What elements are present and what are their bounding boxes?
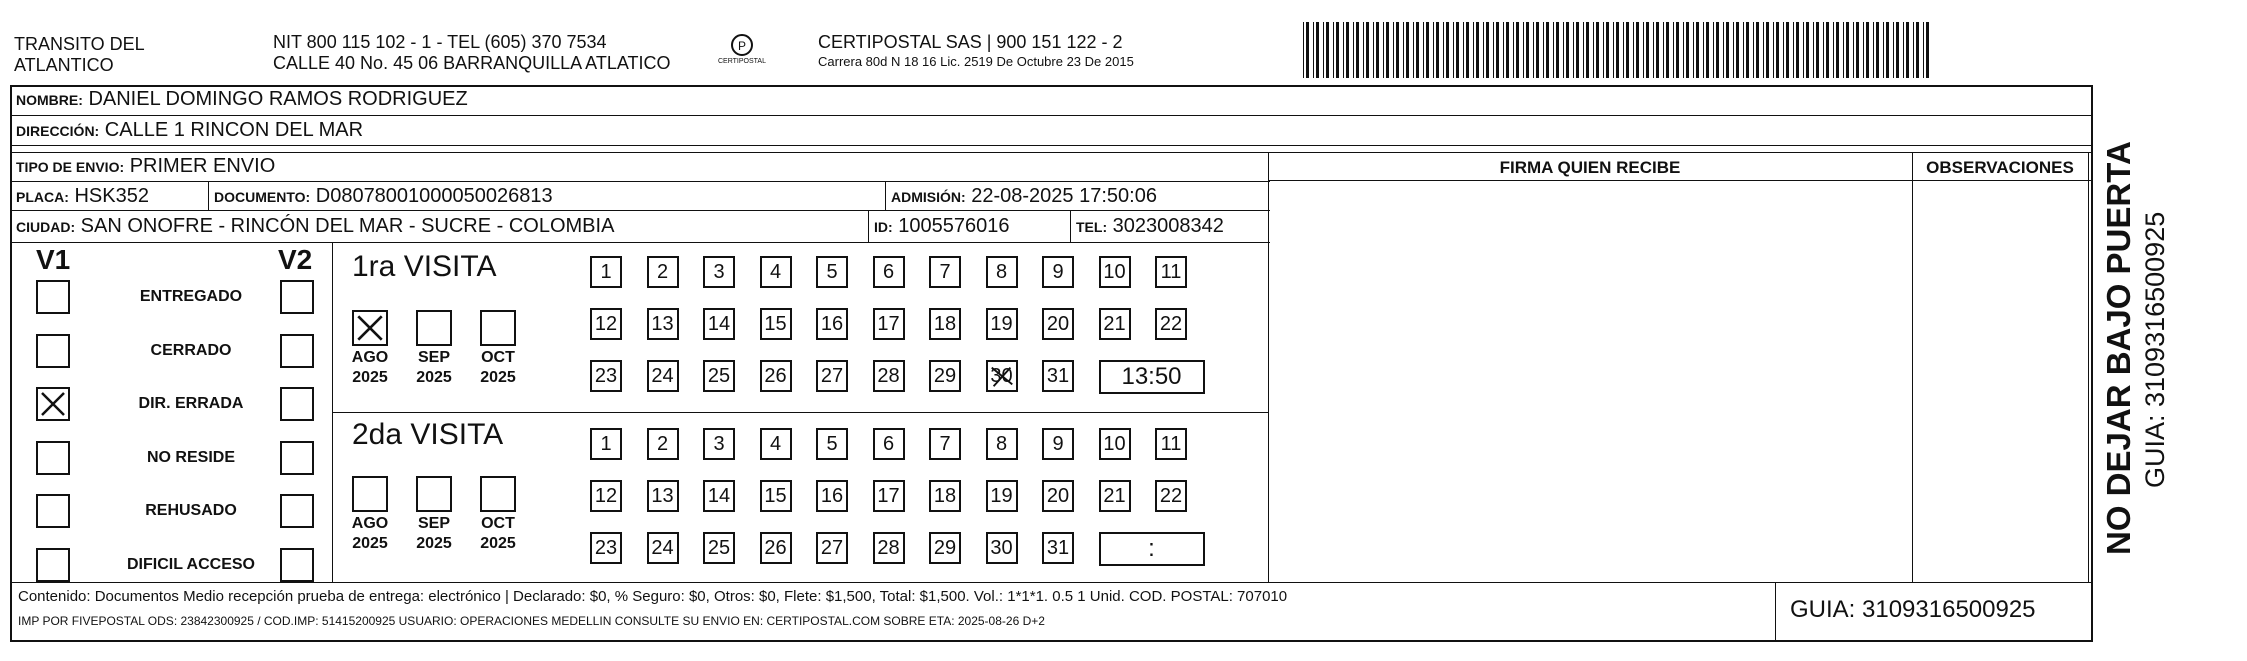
barcode-bar xyxy=(1743,22,1744,78)
barcode-bar xyxy=(1566,22,1569,78)
month-label: OCT xyxy=(481,349,515,366)
barcode-bar xyxy=(1643,22,1644,78)
day-box[interactable]: 7 xyxy=(929,428,961,460)
visit2-title: 2da VISITA xyxy=(352,418,504,451)
barcode-bar xyxy=(1806,22,1809,78)
v2-header: V2 xyxy=(278,244,313,275)
barcode-bar xyxy=(1513,22,1514,78)
day-box[interactable]: 5 xyxy=(816,428,848,460)
barcode-bar xyxy=(1503,22,1504,78)
day-box[interactable]: 1 xyxy=(590,256,622,288)
documento-value: D08078001000050026813 xyxy=(315,185,553,207)
barcode-bar xyxy=(1886,22,1889,78)
v2-checkbox[interactable] xyxy=(280,548,314,582)
barcode-bar xyxy=(1396,22,1399,78)
barcode-bar xyxy=(1456,22,1459,78)
barcode-bar xyxy=(1706,22,1709,78)
barcode-bar xyxy=(1363,22,1364,78)
barcode-bar xyxy=(1903,22,1904,78)
barcode-bar xyxy=(1783,22,1784,78)
day-box[interactable]: 21 xyxy=(1099,308,1131,340)
barcode-bar xyxy=(1636,22,1639,78)
month-checkbox[interactable] xyxy=(416,476,452,512)
v1-checkbox[interactable] xyxy=(36,548,70,582)
barcode-bar xyxy=(1776,22,1779,78)
barcode-bar xyxy=(1746,22,1749,78)
documento-label: DOCUMENTO: xyxy=(214,189,311,205)
day-box[interactable]: 15 xyxy=(760,480,792,512)
barcode-bar xyxy=(1543,22,1544,78)
day-box[interactable]: 15 xyxy=(760,308,792,340)
barcode-bar xyxy=(1733,22,1734,78)
barcode-bar xyxy=(1926,22,1929,78)
placa-value: HSK352 xyxy=(74,185,149,207)
day-box[interactable]: 9 xyxy=(1042,428,1074,460)
day-box[interactable]: 4 xyxy=(760,256,792,288)
no-dejar-warning: NO DEJAR BAJO PUERTA xyxy=(2100,141,2137,555)
barcode-bar xyxy=(1863,22,1864,78)
barcode-bar xyxy=(1346,22,1349,78)
sender-name xyxy=(14,34,145,76)
barcode-bar xyxy=(1833,22,1834,78)
day-box[interactable]: 16 xyxy=(816,480,848,512)
month-checkbox[interactable] xyxy=(352,476,388,512)
barcode-bar xyxy=(1383,22,1384,78)
v2-checkbox[interactable] xyxy=(280,280,314,314)
day-box[interactable]: 7 xyxy=(929,256,961,288)
side-guia: GUIA: 3109316500925 xyxy=(2140,211,2170,488)
barcode-bar xyxy=(1576,22,1579,78)
month-label: AGO xyxy=(351,349,389,366)
day-box[interactable]: 8 xyxy=(986,256,1018,288)
svg-text:P: P xyxy=(737,39,747,53)
barcode-bar xyxy=(1423,22,1424,78)
month-checkbox[interactable] xyxy=(416,310,452,346)
tel-row xyxy=(1076,214,1224,239)
barcode-bar xyxy=(1626,22,1629,78)
barcode-bar xyxy=(1773,22,1774,78)
barcode-bar xyxy=(1573,22,1574,78)
day-box[interactable]: 24 xyxy=(647,360,679,392)
day-box[interactable]: 8 xyxy=(986,428,1018,460)
barcode-bar xyxy=(1406,22,1409,78)
barcode-bar xyxy=(1303,22,1304,78)
barcode-bar xyxy=(1536,22,1539,78)
day-box[interactable]: 12 xyxy=(590,308,622,340)
direccion-value: CALLE 1 RINCON DEL MAR xyxy=(104,119,364,141)
barcode-bar xyxy=(1763,22,1764,78)
admision-value: 22-08-2025 17:50:06 xyxy=(971,185,1157,207)
day-box[interactable]: 26 xyxy=(760,360,792,392)
month-checkbox[interactable] xyxy=(480,476,516,512)
v1-checkbox[interactable] xyxy=(36,441,70,475)
barcode-bar xyxy=(1676,22,1679,78)
day-box[interactable]: 31 xyxy=(1042,360,1074,392)
footer-imp: IMP POR FIVEPOSTAL ODS: 23842300925 / COD.IMP: 51415200925 USUARIO: OPERACIONES MEDELLIN CONSULTE SU ENVIO EN: CERTIPOSTAL.COM SOBRE ETA: 2025-08-26 D+2 xyxy=(18,614,1045,628)
day-box[interactable]: 22 xyxy=(1155,308,1187,340)
day-box[interactable]: 10 xyxy=(1099,428,1131,460)
admision-label: ADMISIÓN: xyxy=(891,189,966,205)
barcode-bar xyxy=(1496,22,1499,78)
day-box[interactable]: 30 xyxy=(986,360,1018,392)
barcode-bar xyxy=(1366,22,1369,78)
barcode-bar xyxy=(1313,22,1314,78)
day-box[interactable]: 25 xyxy=(703,360,735,392)
barcode-bar xyxy=(1716,22,1719,78)
day-box[interactable]: 6 xyxy=(873,256,905,288)
sender-line-1: TRANSITO DEL xyxy=(14,34,145,54)
barcode-bar xyxy=(1416,22,1419,78)
tipo-value: PRIMER ENVIO xyxy=(129,155,276,177)
barcode-bar xyxy=(1393,22,1394,78)
barcode-bar xyxy=(1583,22,1584,78)
v2-checkbox[interactable] xyxy=(280,334,314,368)
month-label: SEP xyxy=(417,515,450,532)
barcode-bar xyxy=(1836,22,1839,78)
barcode-bar xyxy=(1876,22,1879,78)
day-box[interactable]: 18 xyxy=(929,308,961,340)
barcode-bar xyxy=(1823,22,1824,78)
status-label: CERRADO xyxy=(150,341,232,359)
status-label: NO RESIDE xyxy=(146,448,235,466)
day-box[interactable]: 22 xyxy=(1155,480,1187,512)
barcode xyxy=(1303,22,1936,78)
barcode-bar xyxy=(1723,22,1724,78)
barcode-bar xyxy=(1843,22,1844,78)
firma-header: FIRMA QUIEN RECIBE xyxy=(1499,158,1681,177)
barcode-bar xyxy=(1873,22,1874,78)
tipo-label: TIPO DE ENVIO: xyxy=(16,159,125,175)
barcode-bar xyxy=(1563,22,1564,78)
barcode-bar xyxy=(1326,22,1329,78)
barcode-bar xyxy=(1306,22,1309,78)
observaciones-header: OBSERVACIONES xyxy=(1926,158,2074,177)
day-box[interactable]: 6 xyxy=(873,428,905,460)
barcode-bar xyxy=(1613,22,1614,78)
barcode-bar xyxy=(1803,22,1804,78)
barcode-bar xyxy=(1616,22,1619,78)
barcode-bar xyxy=(1446,22,1449,78)
visit1-title: 1ra VISITA xyxy=(352,250,497,283)
barcode-bar xyxy=(1916,22,1919,78)
barcode-bar xyxy=(1606,22,1609,78)
admision-row xyxy=(891,184,1157,209)
barcode-bar xyxy=(1533,22,1534,78)
day-box[interactable]: 14 xyxy=(703,480,735,512)
barcode-bar xyxy=(1766,22,1769,78)
day-box[interactable]: 20 xyxy=(1042,308,1074,340)
day-box[interactable]: 13 xyxy=(647,308,679,340)
day-box[interactable]: 25 xyxy=(703,532,735,564)
id-label: ID: xyxy=(874,219,893,235)
barcode-bar xyxy=(1853,22,1854,78)
footer-guia: GUIA: 3109316500925 xyxy=(1790,596,2036,623)
barcode-bar xyxy=(1316,22,1319,78)
nombre-label: NOMBRE: xyxy=(16,92,83,108)
barcode-bar xyxy=(1923,22,1924,78)
status-label: REHUSADO xyxy=(145,502,237,519)
month-label: SEP xyxy=(417,349,450,366)
carrier-line-2: Carrera 80d N 18 16 Lic. 2519 De Octubre 23 De 2015 xyxy=(818,54,1134,69)
barcode-bar xyxy=(1913,22,1914,78)
day-box[interactable]: 16 xyxy=(816,308,848,340)
barcode-bar xyxy=(1463,22,1464,78)
month-label: AGO xyxy=(351,515,389,532)
carrier-line-1: CERTIPOSTAL SAS | 900 151 122 - 2 xyxy=(818,32,1123,52)
barcode-bar xyxy=(1633,22,1634,78)
barcode-bar xyxy=(1336,22,1339,78)
barcode-bar xyxy=(1426,22,1429,78)
barcode-bar xyxy=(1546,22,1549,78)
day-box[interactable]: 4 xyxy=(760,428,792,460)
day-box[interactable]: 27 xyxy=(816,360,848,392)
barcode-bar xyxy=(1896,22,1899,78)
barcode-bar xyxy=(1556,22,1559,78)
day-box[interactable]: 1 xyxy=(590,428,622,460)
nombre-row xyxy=(16,87,468,112)
barcode-bar xyxy=(1386,22,1389,78)
barcode-bar xyxy=(1353,22,1354,78)
nombre-value: DANIEL DOMINGO RAMOS RODRIGUEZ xyxy=(88,88,468,110)
barcode-bar xyxy=(1756,22,1759,78)
day-box[interactable]: 19 xyxy=(986,308,1018,340)
barcode-bar xyxy=(1516,22,1519,78)
barcode-bar xyxy=(1466,22,1469,78)
carrier-info xyxy=(818,32,1134,70)
v1-header: V1 xyxy=(36,244,71,275)
barcode-bar xyxy=(1713,22,1714,78)
barcode-bar xyxy=(1436,22,1439,78)
barcode-bar xyxy=(1683,22,1684,78)
day-box[interactable]: 11 xyxy=(1155,256,1187,288)
barcode-bar xyxy=(1493,22,1494,78)
day-box[interactable]: 3 xyxy=(703,256,735,288)
ciudad-row xyxy=(16,214,614,239)
year-label: 2025 xyxy=(352,535,388,552)
status-label: DIR. ERRADA xyxy=(138,395,244,412)
tipo-envio-row xyxy=(16,154,275,179)
placa-row xyxy=(16,184,149,209)
day-box[interactable]: 24 xyxy=(647,532,679,564)
direccion-row xyxy=(16,118,363,143)
day-box[interactable]: 13 xyxy=(647,480,679,512)
barcode-bar xyxy=(1526,22,1529,78)
barcode-bar xyxy=(1356,22,1359,78)
nit-info xyxy=(273,32,671,74)
barcode-bar xyxy=(1726,22,1729,78)
day-box[interactable]: 10 xyxy=(1099,256,1131,288)
year-label: 2025 xyxy=(480,535,516,552)
barcode-bar xyxy=(1796,22,1799,78)
certipostal-logo xyxy=(712,30,772,74)
day-box[interactable]: 21 xyxy=(1099,480,1131,512)
day-box[interactable]: 2 xyxy=(647,256,679,288)
barcode-bar xyxy=(1483,22,1484,78)
v2-checkbox[interactable] xyxy=(280,441,314,475)
barcode-bar xyxy=(1486,22,1489,78)
day-box[interactable]: 17 xyxy=(873,480,905,512)
id-row xyxy=(874,214,1009,239)
barcode-bar xyxy=(1883,22,1884,78)
barcode-bar xyxy=(1343,22,1344,78)
barcode-bar xyxy=(1663,22,1664,78)
day-box[interactable]: 2 xyxy=(647,428,679,460)
barcode-bar xyxy=(1646,22,1649,78)
day-box[interactable]: 5 xyxy=(816,256,848,288)
year-label: 2025 xyxy=(416,535,452,552)
month-checkbox[interactable] xyxy=(480,310,516,346)
day-box[interactable]: 17 xyxy=(873,308,905,340)
day-box[interactable]: 14 xyxy=(703,308,735,340)
barcode-bar xyxy=(1906,22,1909,78)
day-box[interactable]: 30 xyxy=(986,532,1018,564)
tel-value: 3023008342 xyxy=(1112,215,1224,237)
barcode-bar xyxy=(1623,22,1624,78)
day-box[interactable]: 27 xyxy=(816,532,848,564)
v1-checkbox[interactable] xyxy=(36,494,70,528)
day-box[interactable]: 28 xyxy=(873,360,905,392)
day-box[interactable]: 23 xyxy=(590,532,622,564)
barcode-bar xyxy=(1653,22,1654,78)
v1-checkbox[interactable] xyxy=(36,334,70,368)
month-label: OCT xyxy=(481,515,515,532)
barcode-bar xyxy=(1433,22,1434,78)
barcode-bar xyxy=(1373,22,1374,78)
barcode-bar xyxy=(1403,22,1404,78)
barcode-bar xyxy=(1523,22,1524,78)
barcode-bar xyxy=(1686,22,1689,78)
barcode-bar xyxy=(1753,22,1754,78)
v2-checkbox[interactable] xyxy=(280,494,314,528)
barcode-bar xyxy=(1826,22,1829,78)
day-box[interactable]: 23 xyxy=(590,360,622,392)
month-checkbox[interactable] xyxy=(352,310,388,346)
v1-checkbox[interactable] xyxy=(36,280,70,314)
direccion-label: DIRECCIÓN: xyxy=(16,123,100,139)
year-label: 2025 xyxy=(416,369,452,386)
logo-text: CERTIPOSTAL xyxy=(718,58,766,65)
barcode-bar xyxy=(1473,22,1474,78)
barcode-bar xyxy=(1786,22,1789,78)
v1-checkbox[interactable] xyxy=(36,387,70,421)
ciudad-label: CIUDAD: xyxy=(16,219,76,235)
barcode-bar xyxy=(1673,22,1674,78)
footer-contenido: Contenido: Documentos Medio recepción prueba de entrega: electrónico | Declarado: $0, % Seguro: $0, Otros: $0, Flete: $1,500, Total: $1,500. Vol.: 1*1*1. 0.5 1 Unid. COD. POSTAL: 707010 xyxy=(18,588,1288,605)
day-box[interactable]: 3 xyxy=(703,428,735,460)
year-label: 2025 xyxy=(352,369,388,386)
barcode-bar xyxy=(1603,22,1604,78)
day-box[interactable]: 20 xyxy=(1042,480,1074,512)
barcode-bar xyxy=(1693,22,1694,78)
day-box[interactable]: 11 xyxy=(1155,428,1187,460)
barcode-bar xyxy=(1593,22,1594,78)
barcode-bar xyxy=(1736,22,1739,78)
barcode-bar xyxy=(1656,22,1659,78)
v2-checkbox[interactable] xyxy=(280,387,314,421)
day-box[interactable]: 29 xyxy=(929,360,961,392)
ciudad-value: SAN ONOFRE - RINCÓN DEL MAR - SUCRE - COLOMBIA xyxy=(80,215,615,237)
barcode-bar xyxy=(1476,22,1479,78)
barcode-bar xyxy=(1506,22,1509,78)
status-label: DIFICIL ACCESO xyxy=(126,555,255,573)
sender-line-2: ATLANTICO xyxy=(14,55,114,75)
barcode-bar xyxy=(1893,22,1894,78)
placa-label: PLACA: xyxy=(16,189,69,205)
barcode-bar xyxy=(1846,22,1849,78)
time-box[interactable]: 13:50 xyxy=(1099,360,1205,394)
day-box[interactable]: 18 xyxy=(929,480,961,512)
barcode-bar xyxy=(1813,22,1814,78)
nit-line-1: NIT 800 115 102 - 1 - TEL (605) 370 7534 xyxy=(273,32,607,52)
barcode-bar xyxy=(1443,22,1444,78)
day-box[interactable]: 26 xyxy=(760,532,792,564)
barcode-bar xyxy=(1586,22,1589,78)
barcode-bar xyxy=(1553,22,1554,78)
day-box[interactable]: 31 xyxy=(1042,532,1074,564)
barcode-bar xyxy=(1816,22,1819,78)
documento-row xyxy=(214,184,553,209)
barcode-bar xyxy=(1596,22,1599,78)
year-label: 2025 xyxy=(480,369,516,386)
barcode-bar xyxy=(1793,22,1794,78)
day-box[interactable]: 19 xyxy=(986,480,1018,512)
barcode-bar xyxy=(1866,22,1869,78)
day-box[interactable]: 9 xyxy=(1042,256,1074,288)
barcode-bar xyxy=(1703,22,1704,78)
barcode-bar xyxy=(1453,22,1454,78)
barcode-bar xyxy=(1333,22,1334,78)
nit-line-2: CALLE 40 No. 45 06 BARRANQUILLA ATLATICO xyxy=(273,53,671,73)
barcode-bar xyxy=(1666,22,1669,78)
status-label: ENTREGADO xyxy=(139,288,243,305)
day-box[interactable]: 29 xyxy=(929,532,961,564)
tel-label: TEL: xyxy=(1076,219,1108,235)
id-value: 1005576016 xyxy=(898,215,1010,237)
day-box[interactable]: 12 xyxy=(590,480,622,512)
barcode-bar xyxy=(1856,22,1859,78)
barcode-bar xyxy=(1413,22,1414,78)
barcode-bar xyxy=(1376,22,1379,78)
day-box[interactable]: 28 xyxy=(873,532,905,564)
barcode-bar xyxy=(1696,22,1699,78)
barcode-bar xyxy=(1323,22,1324,78)
time-box[interactable]: : xyxy=(1099,532,1205,566)
